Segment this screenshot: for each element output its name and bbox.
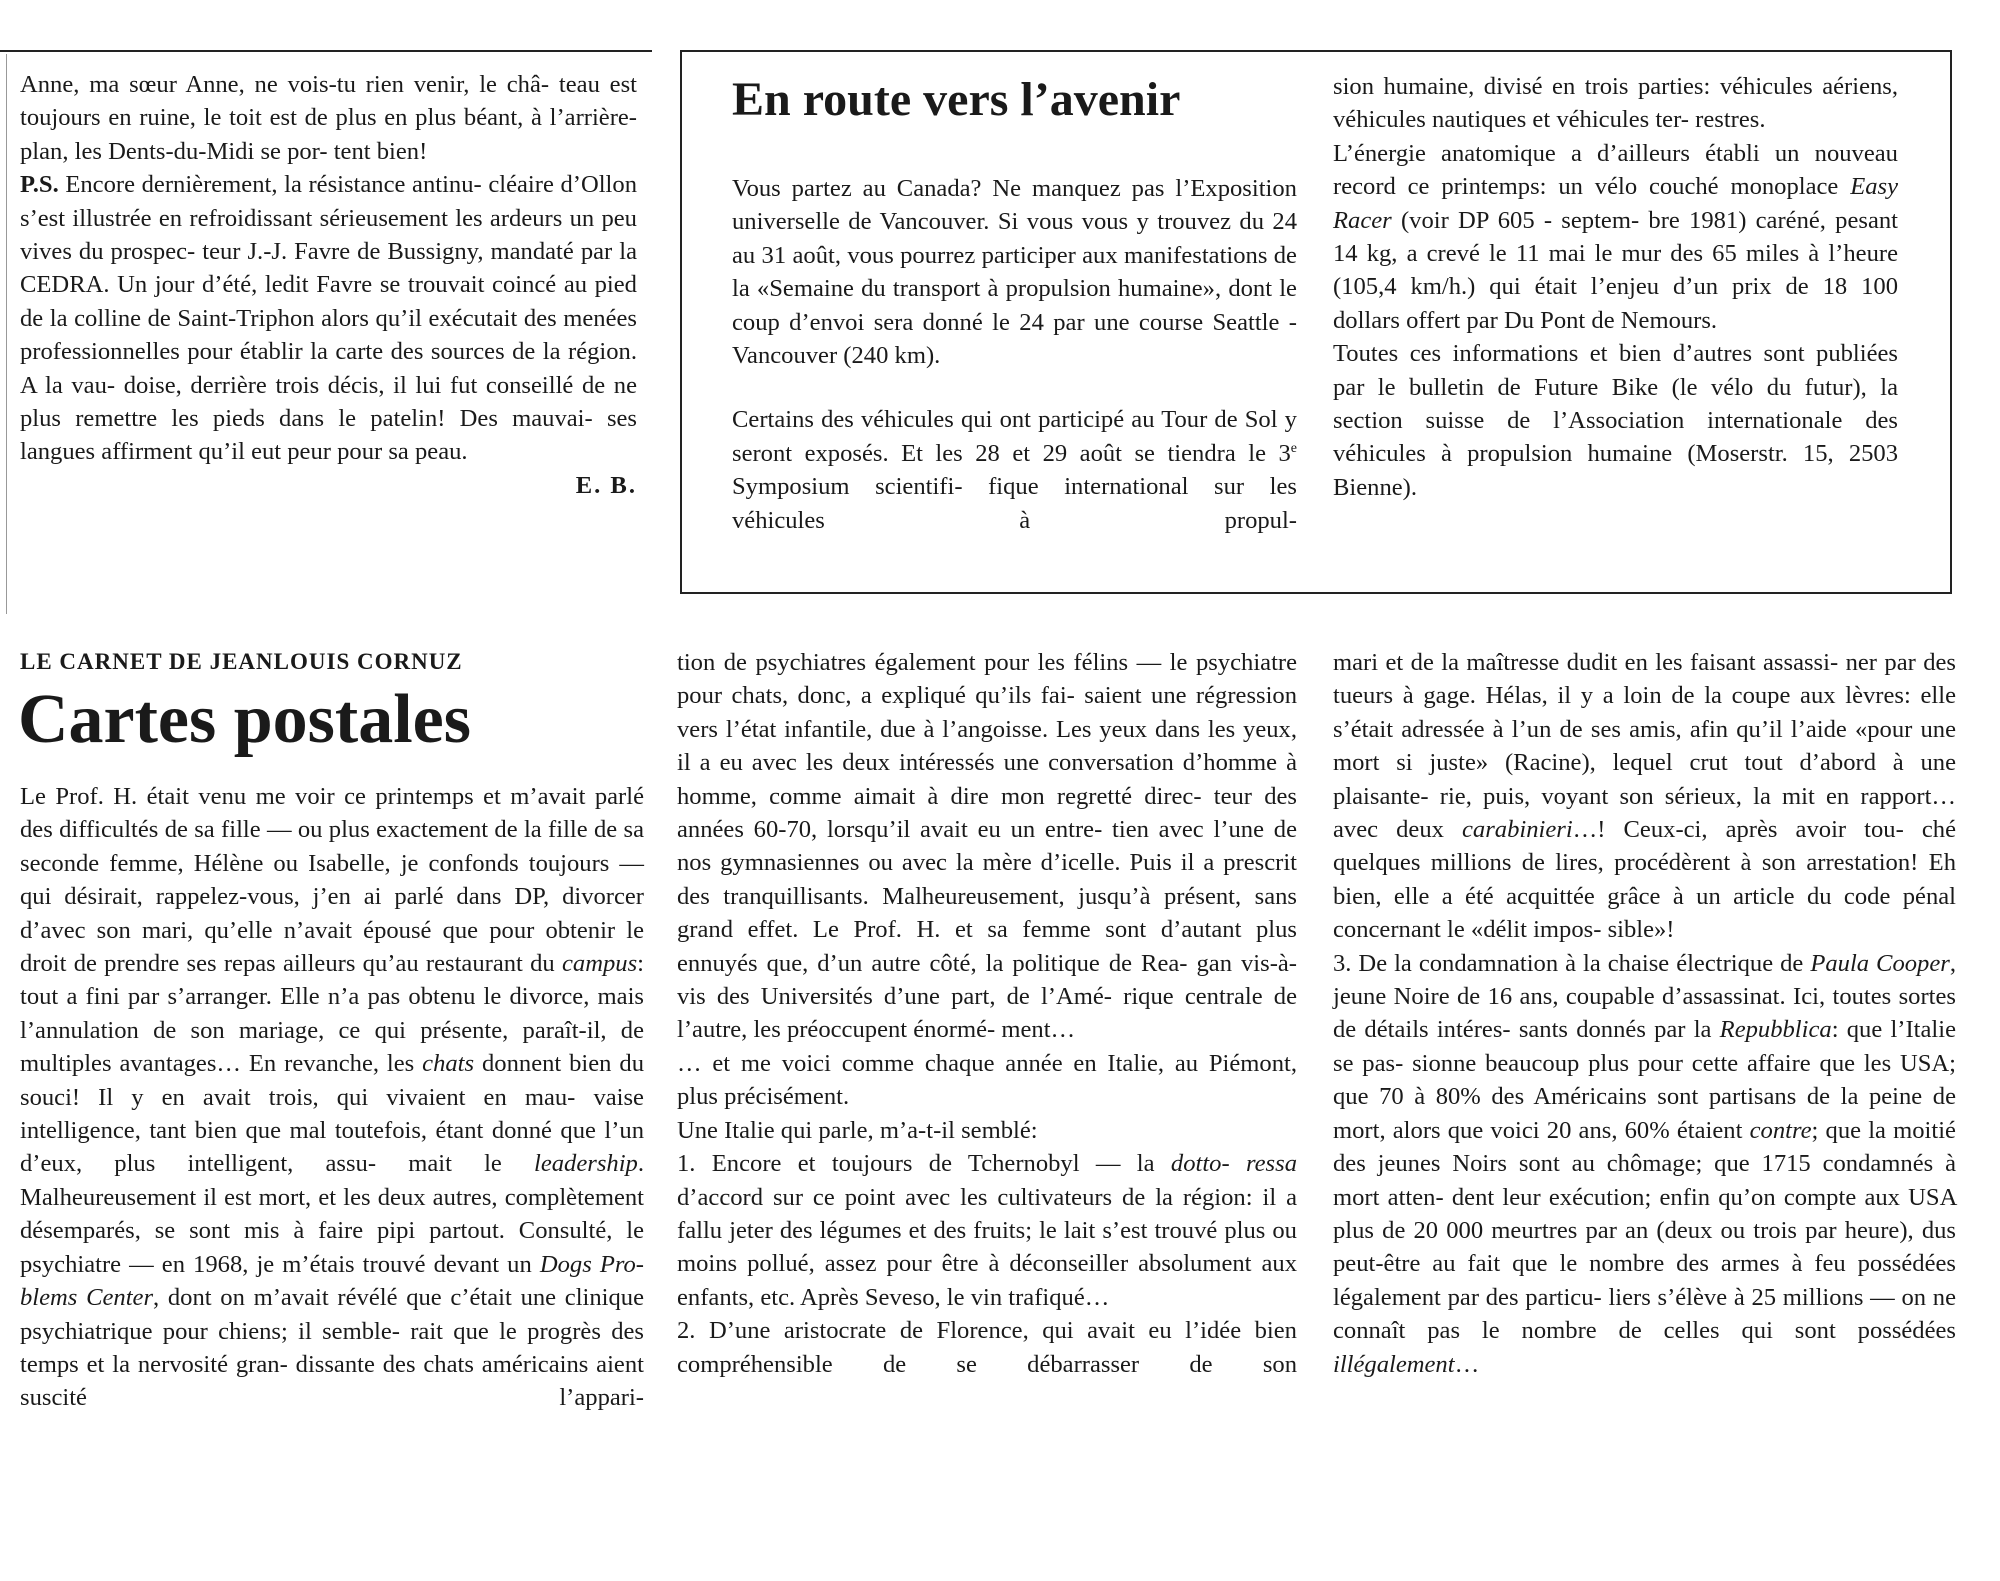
column-kicker: LE CARNET DE JEANLOUIS CORNUZ <box>20 649 463 674</box>
main-paragraph-5: 1. Encore et toujours de Tchernobyl — la dotto- ressa d’accord sur ce point avec les cultivateurs de la région: il a fallu jeter des légumes et des fruits; le lait s’est trouvé plus ou moins pollué, assez pour être à déconseiller absolument aux enfants, etc. Après Seveso, le vin trafiqué… <box>677 1150 1297 1311</box>
boxed-paragraph-2: Certains des véhicules qui ont participé au Tour de Sol y seront exposés. Et les 28 et 29 août se tiendra le 3e Symposium scientifi- fique international sur les véhicules à propul- <box>732 406 1297 534</box>
previous-article-paragraph: Anne, ma sœur Anne, ne vois-tu rien venir, le châ- teau est toujours en ruine, le toit est de plus en plus béant, à l’arrière-plan, les Dents-du-Midi se por- tent bien! <box>20 71 637 165</box>
main-paragraph-8: 3. De la condamnation à la chaise électrique de Paula Cooper, jeune Noire de 16 ans, coupable d’assassinat. Ici, toutes sortes de détails intéres- sants donnés par la Repubblica: que l’Italie se pas- sionne beaucoup plus pour cette affaire que les USA; que 70 à 80% des Américains sont partisans de la peine de mort, alors que voici 20 ans, 60% étaient contre; que la moitié des jeunes Noirs sont au chômage; que 1715 condamnés à mort atten- dent leur exécution; enfin qu’on compte aux USA plus de 20 000 meurtres par an (deux ou trois par heure), dus peut-être au fait que le nombre des armes à feu possédées légalement par des particu- liers s’élève à 25 millions — on ne connaît pas le nombre de celles qui sont possédées illégalement… <box>1333 949 1957 1378</box>
postscript-label: P.S. <box>20 171 59 199</box>
main-paragraph-6: 2. D’une aristocrate de Florence, qui avait eu l’idée bien compréhensible de se débarrasser de son <box>677 1317 1297 1378</box>
boxed-article-column-1 <box>732 172 1297 537</box>
postscript-paragraph: P.S. Encore dernièrement, la résistance antinu- cléaire d’Ollon s’est illustrée en refroidissant sérieusement les ardeurs un peu vives du prospec- teur J.-J. Favre de Bussigny, mandaté par la CEDRA. Un jour d’été, ledit Favre se trouvait coincé au pied de la colline de Saint-Triphon alors qu’il exécutait des menées professionnelles pour établir la carte des sources de la région. A la vau- doise, derrière trois décis, il lui fut conseillé de ne plus remettre les pieds dans le patelin! Des mauvai- ses langues affirment qu’il eut peur pour sa peau. <box>20 171 638 466</box>
main-article-column-3 <box>1333 646 1956 1381</box>
main-paragraph-4: Une Italie qui parle, m’a-t-il semblé: <box>677 1116 1038 1144</box>
main-paragraph-7: mari et de la maîtresse dudit en les faisant assassi- ner par des tueurs à gage. Hélas, il y a loin de la coupe aux lèvres: elle s’était adressée à l’un de ses amis, afin qu’il l’aide «pour une mort si juste» (Racine), lequel crut tout d’abord à une plaisante- rie, puis, voyant son sérieux, la mit en rapport… avec deux carabinieri…! Ceux-ci, après avoir tou- ché quelques millions de lires, procédèrent à son arrestation! Eh bien, elle a été acquittée grâce à un article du code pénal concernant le «délit impos- sible»! <box>1333 649 1956 944</box>
boxed-paragraph-1: Vous partez au Canada? Ne manquez pas l’Exposition universelle de Vancouver. Si vous vous y trouvez du 24 au 31 août, vous pourrez participer aux manifestations de la «Semaine du transport à propulsion humaine», dont le coup d’envoi sera donné le 24 par une course Seattle - Vancouver (240 km). <box>732 175 1297 370</box>
boxed-article-column-2 <box>1333 70 1898 504</box>
main-paragraph-2: tion de psychiatres également pour les félins — le psychiatre pour chats, donc, a expliqué qu’ils fai- saient une régression vers l’état infantile, due à l’angoisse. Les yeux dans les yeux, il a eu avec les deux intéressés une conversation d’homme à homme, comme aimait à dire mon regretté direc- teur des années 60-70, lorsqu’il avait eu un entre- tien avec l’une de nos gymnasiennes ou avec la mère d’icelle. Puis il a prescrit des tranquillisants. Malheureusement, jusqu’à présent, sans grand effet. Le Prof. H. et sa femme sont d’autant plus ennuyés que, d’un autre côté, la politique de Rea- gan vis-à-vis des Universités d’une part, de l’Amé- rique centrale de l’autre, les préoccupent énormé- ment… <box>677 649 1298 1044</box>
main-article-title: Cartes postales <box>18 681 471 758</box>
boxed-paragraph-3: sion humaine, divisé en trois parties: véhicules aériens, véhicules nautiques et véhicules ter- restres. <box>1333 73 1899 134</box>
top-rule <box>0 50 652 52</box>
main-paragraph-3: … et me voici comme chaque année en Italie, au Piémont, plus précisément. <box>677 1049 1297 1111</box>
boxed-article-title: En route vers l’avenir <box>732 73 1181 126</box>
bike-model-name: Easy Racer <box>1333 173 1899 234</box>
boxed-paragraph-5: Toutes ces informations et bien d’autres sont publiées par le bulletin de Future Bike (le vélo du futur), la section suisse de l’Association internationale des véhicules à propulsion humaine (Moserstr. 15, 2503 Bienne). <box>1333 340 1899 501</box>
main-article-column-2 <box>677 646 1297 1381</box>
previous-article-column <box>20 68 637 502</box>
main-article-column-1 <box>20 780 644 1415</box>
ordinal-suffix: e <box>1290 440 1297 456</box>
main-paragraph-1: Le Prof. H. était venu me voir ce printemps et m’avait parlé des difficultés de sa fille — ou plus exactement de la fille de sa seconde femme, Hélène ou Isabelle, je confonds toujours — qui désirait, rappelez-vous, j’en ai parlé dans DP, divorcer d’avec son mari, qu’elle n’avait épousé que pour obtenir le droit de prendre ses repas ailleurs qu’au restaurant du campus: tout a fini par s’arranger. Elle n’a pas obtenu le divorce, mais l’annulation de son mariage, ce qui présente, paraît-il, de multiples avantages… En revanche, les chats donnent bien du souci! Il y en avait trois, qui vivaient en mau- vaise intelligence, tant bien que mal toutefois, étant donné que l’un d’eux, plus intelligent, assu- mait le leadership. Malheureusement il est mort, et les deux autres, complètement désemparés, se sont mis à faire pipi partout. Consulté, le psychiatre — en 1968, je m’étais trouvé devant un Dogs Pro- blems Center, dont on m’avait révélé que c’était une clinique psychiatrique pour chiens; il semble- rait que le progrès des temps et la nervosité gran- dissante des chats américains aient suscité l’appari- <box>20 783 645 1412</box>
boxed-paragraph-4: L’énergie anatomique a d’ailleurs établi un nouveau record ce printemps: un vélo couché monoplace Easy Racer (voir DP 605 - septem- bre 1981) caréné, pesant 14 kg, a crevé le 11 mai le mur des 65 miles à l’heure (105,4 km/h.) qui était l’enjeu d’un prix de 18 100 dollars offert par Du Pont de Nemours. <box>1333 139 1899 334</box>
left-margin-rule <box>6 54 7 614</box>
author-signature: E. B. <box>575 471 637 499</box>
